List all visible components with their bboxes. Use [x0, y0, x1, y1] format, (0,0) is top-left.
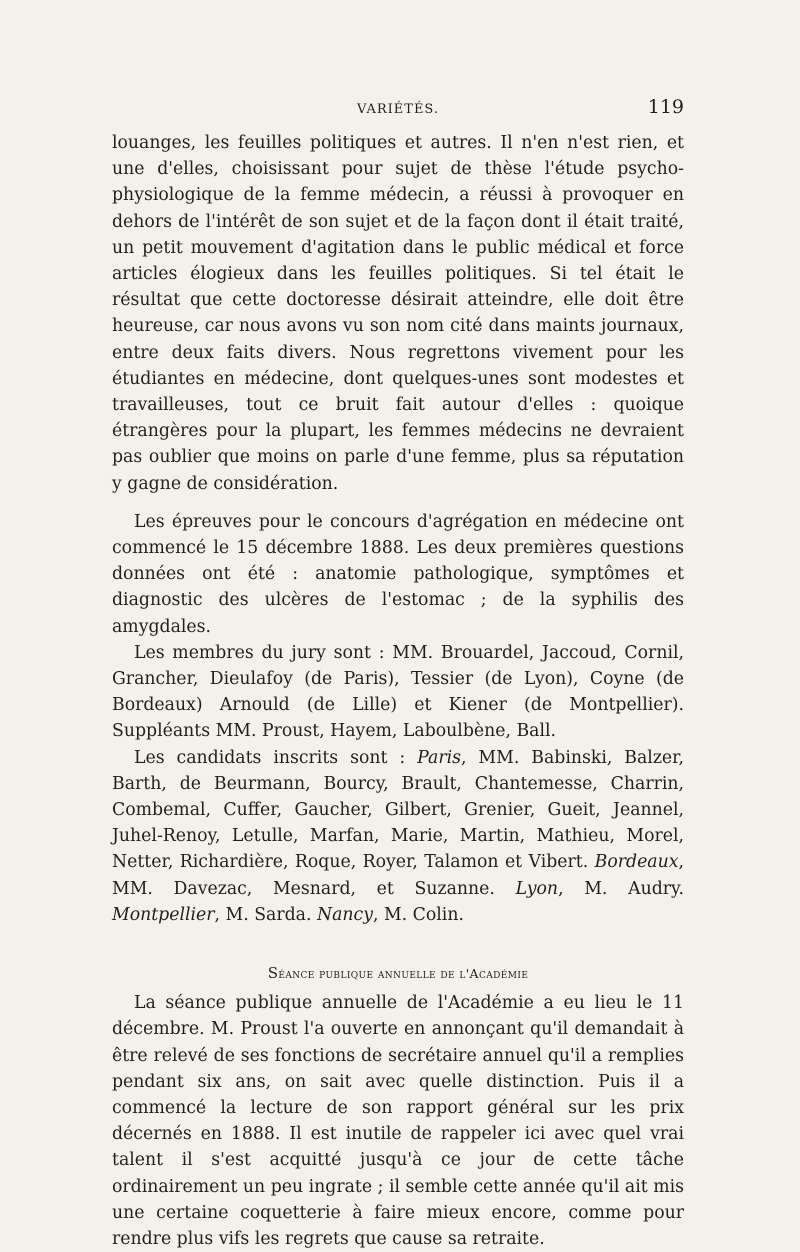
candidates-bordeaux: , MM. Davezac, Mesnard, et Suzanne.	[112, 852, 684, 899]
candidates-nancy: , M. Colin.	[372, 904, 464, 925]
city-montpellier: Montpellier	[112, 904, 215, 925]
city-paris: Paris	[417, 747, 461, 768]
paragraph-academie-session: La séance publique annuelle de l'Académie a eu lieu le 11 décembre. M. Proust l'a ouverte en annonçant qu'il demandait à être relevé de ses fonctions de secrétaire annuel qu'il a remplies pendant six ans, on sait avec quelle distinction. Puis il a commencé la lecture de son rapport général sur les prix décernés en 1888. Il est inutile de rappeler ici avec quel vrai talent il s'est acquitté jusqu'à ce jour de cette tâche ordinairement un peu ingrate ; il semble cette année qu'il ait mis une certaine coquetterie à faire mieux encore, comme pour rendre plus vifs les regrets que cause sa retraite.	[112, 993, 684, 1249]
running-title: VARIÉTÉS.	[356, 102, 440, 117]
page-number: 119	[647, 96, 684, 118]
city-bordeaux: Bordeaux	[594, 852, 679, 873]
document-page	[112, 96, 684, 1252]
candidates-paris: , MM. Babinski, Balzer, Barth, de Beurmann, Bourcy, Brault, Chantemesse, Charrin, Combemal, Cuffer, Gaucher, Gilbert, Grenier, Gueit, Jeannel, Juhel-Renoy, Letulle, Marfan, Marie, Martin, Mathieu, Morel, Netter, Richardière, Roque, Royer, Talamon et Vibert.	[112, 747, 685, 873]
candidates-montpellier: , M. Sarda.	[214, 904, 317, 925]
section-title-rest: éance publique annuelle de l'Académie	[278, 966, 529, 982]
paragraph-candidates	[112, 745, 684, 928]
candidates-intro: Les candidats inscrits sont :	[134, 747, 418, 768]
paragraph-women-doctors: louanges, les feuilles politiques et autres. Il n'en n'est rien, et une d'elles, choisissant pour sujet de thèse l'étude psycho-physiologique de la femme médecin, a réussi à provoquer en dehors de l'intérêt de son sujet et de la façon dont il était traité, un petit mouvement d'agitation dans le public médical et force articles élogieux dans les feuilles politiques. Si tel était le résultat que cette doctoresse désirait atteindre, elle doit être heureuse, car nous avons vu son nom cité dans maints journaux, entre deux faits divers. Nous regrettons vivement pour les étudiantes en médecine, dont quelques-unes sont modestes et travailleuses, tout ce bruit fait autour d'elles : quoique étrangères pour la plupart, les femmes médecins ne devraient pas oublier que moins on parle d'une femme, plus sa réputation y gagne de considération.	[112, 133, 684, 494]
section-title	[112, 964, 684, 982]
city-lyon: Lyon	[515, 878, 559, 899]
page-header	[112, 96, 684, 130]
candidates-lyon: , M. Audry.	[558, 878, 684, 899]
section-title-initial: S	[267, 964, 279, 983]
paragraph-agregation-exams: Les épreuves pour le concours d'agrégation en médecine ont commencé le 15 décembre 1888. Les deux premières questions données ont été : anatomie pathologique, symptômes et diagnostic des ulcères de l'estomac ; de la syphilis des amygdales.	[112, 511, 684, 637]
paragraph-jury-members: Les membres du jury sont : MM. Brouardel, Jaccoud, Cornil, Grancher, Dieulafoy (de Paris), Tessier (de Lyon), Coyne (de Bordeaux) Arnould (de Lille) et Kiener (de Montpellier). Suppléants MM. Proust, Hayem, Laboulbène, Ball.	[112, 642, 684, 742]
city-nancy: Nancy	[316, 904, 373, 925]
